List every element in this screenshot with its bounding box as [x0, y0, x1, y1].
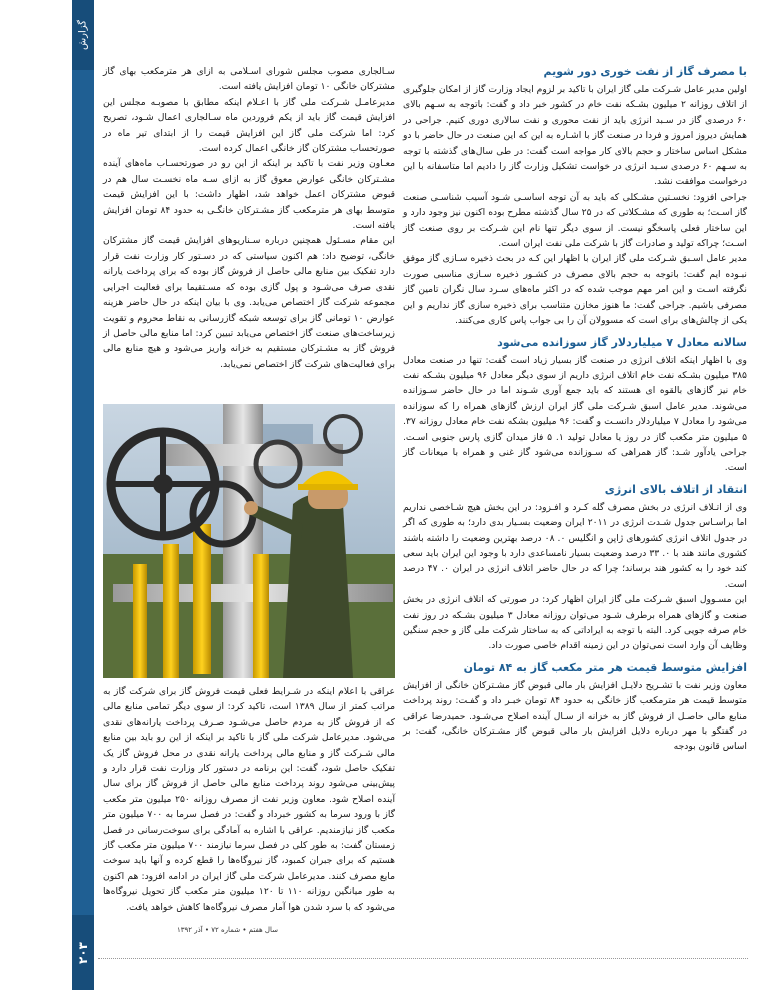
section-heading: سالانه معادل ۷ میلیاردلار گاز سوزانده می‌شود [497, 335, 747, 349]
body-paragraph: این مقام مسـئول همچنین درباره سـناریوهای افزایش قیمت گاز مشترکان خانگی، توضیح داد: هم اکنون سیاستی که در دسـتور کار وزارت نفت قرار دارد تفکیک بین منابع مالی حاصل از فروش گاز بوده که برای پرداخت یارانه نقدی صرف می‌شـود و پول گازی بوده که مسـتقیما برای فعالیت اجرایی مجموعه شرکت گاز اختصاص می‌یابد. وی با بیان اینکه در حال حاضر هزینه عوارض ۱۰ تومانی گاز برای توسعه شبکه گازرسانی به نقاط محروم و تقویت زیرساخت‌های صنعت گاز اختصاص می‌یابد تبیین کرد: اما منابع مالی حاصل از فروش گاز به مشـترکان مستقیم به خزانه واریز می‌شود و هیچ منابع مالی برای فعالیت‌های شرکت گاز اختصاص نمی‌یابد. [103, 235, 395, 370]
body-paragraph: مدیر عامل اسـبق شـرکت ملی گاز ایران با اظهار این کـه در بحث ذخیره سـازی گاز موفق نبـوده ایم گفت: باتوجه به حجم بالای مصرف در کشـور ذخیره سـازی مناسبی صورت نگرفته اسـت و این امر مهم موجب شده که در اکثر ماه‌های سـرد سال نگران تامین گاز مصرفی باشیم. جراحی گفت: ما هنوز مخازن متناسب برای ذخیره سازی گاز نداریم و این یکی از چالش‌های برای است که مسوولان آن را بی جواب پاس کاری می‌کنند. [403, 253, 747, 327]
body-paragraph: مدیرعامـل شـرکت ملی گاز با اعـلام اینکه مطابق با مصوبـه مجلس این افزایش قیمت گاز باید از یکم فروردین ماه سـالجاری اعمال شـود، تصریح کرد: اما شرکت ملی گاز این افزایش قیمت را از ابتدای تیر ماه در صورتحساب مشترکان گاز خانگی اعمال کرده است. [103, 96, 395, 155]
body-paragraph: این مسـوول اسبق شـرکت ملی گاز ایران اظهار کرد: در صورتی که اتلاف انرژی در بخش صنعت و گازهای همراه برطرف شـود می‌توان روزانه معادل ۳ میلیون بشـکه در روز نفت خام صرفه جویی کرد. البته با توجه به ایراداتی که به ساختار شرکت ملی گاز و حجم سنگین وظایف آن وارد است نمی‌توان در این زمینه اقدام خاصی صورت داد. [403, 594, 747, 652]
page-number: ۲۰۳ [76, 941, 90, 964]
section-heading: با مصرف گاز از نفت خوری دور شویم [543, 65, 747, 78]
footer-issue-info: سال هفتم • شماره ۷۲ • آذر ۱۳۹۲ [176, 926, 278, 934]
body-paragraph: وی با اظهار اینکه اتلاف انرژی در صنعت گاز بسیار زیاد است گفت: تنها در صنعت معادل ۳۸۵ میلیون بشـکه نفت خام اتلاف انرژی داریم از سوی دیگر معادل ۹۶ میلیون بشـکه نفت خام نیز گازهای بالقوه ای هستند که باید جمع آوری شـوند اما در حال حاضر سـوزانده می‌شوند. مدیر عامل اسبق شـرکت ملی گاز ایران ارزش گازهای همراه را که سوزانده می‌شود را معادل ۷ میلیاردلار دانسـت و گفت: ۹۶ میلیون بشکه نفت خام معادل روزانه ۳۷. ۵ میلیون متر مکعب گاز در روز یا معادل تولید ۱. ۵ فاز میدان گازی پارس جنوبی اسـت. جراحی یادآور شـد: گاز همراهی که سـوزانده می‌شود گاز غنی و همراه با میعانات گاز است. [403, 354, 748, 474]
left-column-bottom [103, 684, 395, 915]
section-tag-label: گزارش [77, 19, 89, 51]
body-paragraph: جراحی افزود: نخسـتین مشـکلی که باید به آن توجه اساسـی شـود آسیب شناسـی صنعت گاز اسـت؛ به طوری که مشـکلاتی که در ۲۵ سال گذشته مطرح بوده اکنون نیز وجود دارد و این ساختار فعلی پاسخگو نیست. از سوی دیگر تنها نام این شـرکت بر روی صنعت گاز اسـت؛ چراکه تولید و صادرات گاز با شرکت ملی نفت ایران است. [403, 191, 747, 250]
body-paragraph: سـالجاری مصوب مجلس شورای اسـلامی به ازای هر مترمکعب بهای گاز مشترکان خانگی ۱۰ تومان افزایش یافته است. [103, 66, 395, 93]
gas-plant-worker-photo [103, 404, 395, 678]
section-heading: افزایش متوسط قیمت هر متر مکعب گاز به ۸۴ تومان [463, 660, 747, 674]
section-heading: انتقاد از اتلاف بالای انرژی [604, 482, 747, 496]
page-number-box [72, 915, 94, 990]
left-column-top [103, 64, 395, 372]
body-paragraph: وی از اتـلاف انرژی در بخش مصرف گله کـرد و افـزود: در این بخش هیچ شـاخصی نداریم اما براسـاس جدول شـدت انرژی در ۲۰۱۱ ایران وضعیت بسـیار بدی دارد؛ به طوری که اگر در جدول اتلاف انرژی کشورهای ژاپن و انگلیس ۰. ۰۸ درصد بهترین وضعیت را داشته باشند کشوری مانند هند با ۰. ۳۳ درصد وضعیت بسیار نامساعدی دارد با وجود این ایران باید سعی کند خود را به کشور هند برساند؛ چرا که در حال حاضر اتلاف انرژی در ایران ۰. ۴۷ درصد است. [403, 501, 748, 590]
body-paragraph: معـاون وزیر نفت با تاکید بر اینکه از این رو در صورتحسـاب ماه‌های آینده مشـترکان خانگی عوارض معوق گاز به ازای سـه ماه نخسـت سال هم در قبوض مشترکان اعمل خواهد شد، اظهار داشت: با این افزایش قیمت متوسط بهای هر مترمکعب گاز مشـترکان خانگـی به حدود ۸۴ تومان افزایش یافته است. [103, 158, 395, 232]
body-paragraph: معاون وزیر نفت با تشـریح دلایـل افزایش بار مالی قبوض گاز مشـترکان خانگی از افزایش متوسط قیمت هر مترمکعب گاز خانگی به حدود ۸۴ تومان خبـر داد و گفـت: روند پرداخت منابع مالی حاصـل از فروش گاز به خزانه از سـال آینده اصلاح می‌شـود. حمیدرضا عراقی در گفتگو با مهر درباره دلایل افزایش بار مالی قبوض گاز مشـترکان خانگی، گفت: بر اساس قانون بودجه [403, 679, 747, 753]
body-paragraph: عراقی با اعلام اینکه در شـرایط فعلی قیمت فروش گاز برای شرکت گاز به مراتب کمتر از سال ۱۳۸۹ است، تاکید کرد: از سوی دیگر تمامی منابع مالی که از فروش گاز به مردم حاصل می‌شـود صـرف پرداخت یارانه‌های نقدی می‌شود. مدیرعامل شرکت ملی گاز با تاکید بر اینکه از این رو باید بین منابع مالی شـرکت گاز و منابع مالی پرداخت یارانه نقدی در محل فروش گاز یک تفکیک حاصل شود، گفت: این برنامه در دستور کار وزارت نفت قرار دارد و پیش‌بینی می‌شود روند پرداخت منابع مالی حاصل از فروش گاز برای سال آینده اصلاح شود. معاون وزیر نفت از مصرف روزانه ۲۵۰ میلیون متر مکعب گاز با ورود سرما به کشور خبرداد و گفت: در فصل سرما به ۷۰۰ میلیون متر مکعب گاز نیازمندیم. عراقی با اشاره به آمادگی برای سوخت‌رسانی در فصل زمستان گفت: به طور کلی در فصل سرما نیازمند ۷۰۰ میلیون متر مکعب گاز هستیم که برای جبران کمبود، گاز نیروگاه‌ها را قطع کرده و آنها باید سوخت مایع مصرف کنند. مدیرعامل شرکت ملی گاز ایران در ادامه افزود: هم اکنون به طور میانگین روزانه ۱۱۰ تا ۱۲۰ میلیون متر مکعب گاز تحویل نیروگاه‌ها می‌شود که با سرد شدن هوا آمار مصرف نیروگاه‌ها کاهش خواهد یافت. [103, 686, 396, 913]
bottom-rule [98, 958, 748, 959]
section-tag [72, 0, 94, 70]
body-paragraph: اولین مدیر عامل شـرکت ملی گاز ایران با تاکید بر لزوم ایجاد وزارت گاز از امکان جلوگیری از اتلاف روزانه ۲ میلیون بشـکه نفت خام در کشور خبر داد و گفت: باتوجه به سـهم بالای ۶۰ درصدی گاز در سـبد انرژی باید از نفت محوری و نفت سالاری دوری کنیم. جراحی در همایش دیروز امروز و فردا در صنعت گاز با اشـاره به این که این صنعت در حال حاضر با دو مشکل اساس ساختار و حجم بالای کار مواجه است گفت: در طی سال‌های گذشته با توجه به سـهم ۶۰ درصدی سـبد انرژی در خواست تشکیل وزارت گاز را دادیم اما متاسفانه با این درخواست موافقت نشد. [403, 84, 747, 188]
sidebar-stripe [72, 0, 94, 990]
right-column [403, 64, 747, 755]
